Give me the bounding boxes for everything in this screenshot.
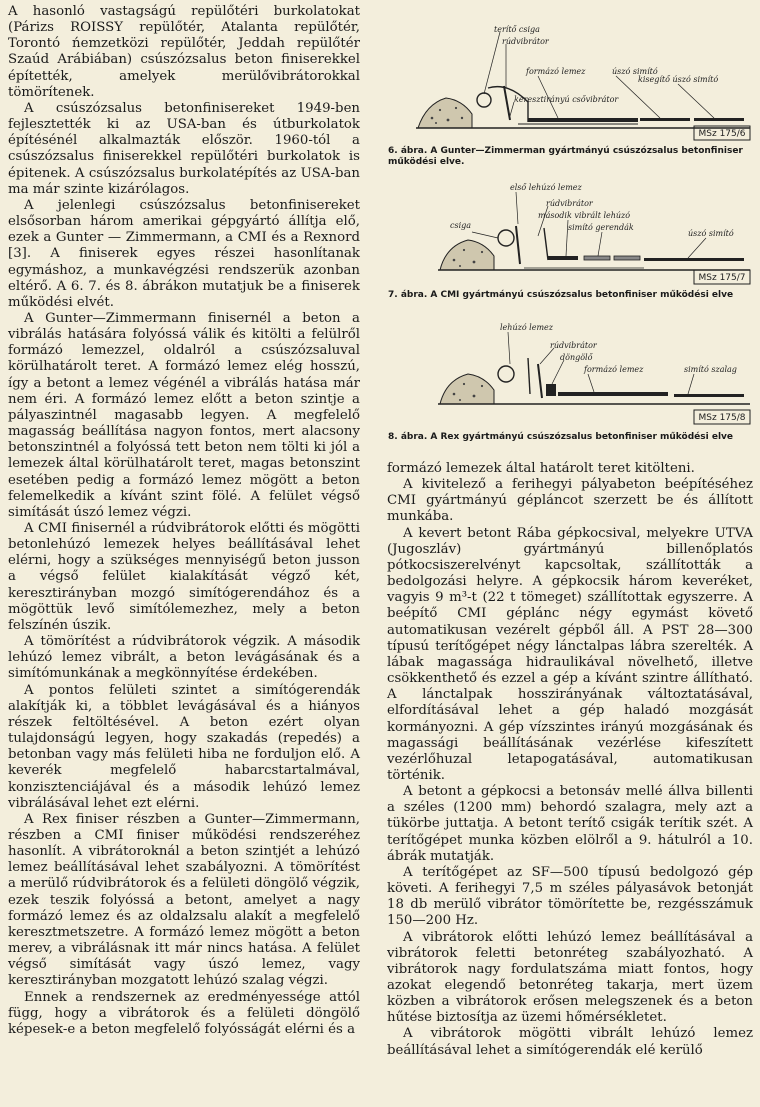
figure-7-label: simító gerendák xyxy=(568,223,634,232)
figure-7-diagram xyxy=(388,176,756,288)
figure-8-label: lehúzó lemez xyxy=(500,323,553,332)
paragraph: A Rex finiser részben a Gunter—Zimmermann, részben a CMI finiser működési rendszeréhez hasonlít. A vibrátoroknál a beton szintjét a lehúzó lemez beállításával lehet szabályozni. A tömörítést a merülő rúdvibrátorok és a felületi döngölő végzik, ezek teszik folyóssá a betont, amelyet a nagy formázó lemez és az oldalzsalu alakít a megfelelő keresztmetszetre. A formázó lemez mögött a beton merev, a vibrálásnak itt már nincs hatása. A felület végső simítását vagy úszó lemez, vagy keresztirányban mozgatott lehúzó szalag végzi. xyxy=(8,811,360,989)
paragraph: A vibrátorok előtti lehúzó lemez beállításával a vibrátorok feletti betonréteg szabályozható. A vibrátorok nagy fordulatszáma miatt fontos, hogy azokat elegendő betonréteg takarja, mert üzem közben a vibrátorok erősen melegszenek és a beton hűtése biztosítja az üzemi hőmérsékletet. xyxy=(387,929,753,1026)
figure-6-tag: MSz 175/6 xyxy=(698,129,746,139)
paragraph: A jelenlegi csúszózsalus betonfinisereket elsősorban három amerikai gépgyártó állítja elő, ezek a Gunter — Zimmermann, a CMI és a Rexnord [3]. A finiserek egyes részei hasonlítanak egymáshoz, a munkavégzési rendszerük azonban eltérő. A 6. 7. és 8. ábrákon mutatjuk be a finiserek működési elvét. xyxy=(8,197,360,310)
figure-8-caption: 8. ábra. A Rex gyártmányú csúszózsalus betonfiniser működési elve xyxy=(388,432,734,442)
figure-8-label: simító szalag xyxy=(684,365,737,374)
paragraph: formázó lemezek által határolt teret kitölteni. xyxy=(387,461,695,476)
left-column xyxy=(8,4,360,1038)
figure-8-diagram xyxy=(388,318,756,430)
paragraph: A tömörítést a rúdvibrátorok végzik. A második lehúzó lemez vibrált, a beton levágásának és a simítómunkának a megkönnyítése érdekében. xyxy=(8,634,360,682)
figure-7-label: úszó simító xyxy=(688,229,734,238)
figure-7-tag: MSz 175/7 xyxy=(698,273,746,283)
figure-8-label: formázó lemez xyxy=(584,365,644,374)
figure-6-label: rúdvibrátor xyxy=(502,37,549,46)
right-column xyxy=(387,461,753,1059)
paragraph: A kivitelező a ferihegyi pályabeton beépítéséhez CMI gyártmányú gépláncot szerzett be és állított munkába. xyxy=(387,477,753,525)
paragraph: A csúszózsalus betonfinisereket 1949-ben fejlesztették ki az USA-ban és útburkolatok építésénél alkalmazták először. 1960-tól a csúszózsalus finiserekkel repülőtéri burkolatok is épitenek. A csúszózsalus burkolatépítés az USA-ban ma már szinte kizárólagos. xyxy=(8,100,360,197)
paragraph: A pontos felületi szintet a simítógerendák alakítják ki, a többlet levágásával és a hiányos részek feltöltésével. A beton ezért olyan tulajdonságú legyen, hogy szakadás (repedés) a betonban vagy más felületi hiba ne forduljon elő. A keverék megfelelő habarcstartalmával, konzisztenciájával és a második lehúzó lemez vibrálásával lehet ezt elérni. xyxy=(8,682,360,811)
figure-7-caption: 7. ábra. A CMI gyártmányú csúszózsalus betonfiniser működési elve xyxy=(388,290,734,300)
figure-6 xyxy=(388,2,756,168)
figure-6-label: keresztirányú csővibrátor xyxy=(514,95,619,104)
paragraph: A terítőgépet az SF—500 típusú bedolgozó gép követi. A ferihegyi 7,5 m széles pályasávok betonját 18 db merülő vibrátor tömörítette be, rezgésszámuk 150—200 Hz. xyxy=(387,864,753,929)
figure-7-label: első lehúzó lemez xyxy=(510,183,582,192)
figure-8-label: rúdvibrátor xyxy=(550,341,597,350)
figure-7-label: csiga xyxy=(450,221,472,230)
figure-6-label: kisegítő úszó simító xyxy=(638,75,719,84)
figure-8-label: döngölő xyxy=(560,353,593,362)
paragraph: A betont a gépkocsi a betonsáv mellé állva billenti a széles (1200 mm) behordó szalagra, mely azt a tükörbe juttatja. A betont terítő csigák terítik szét. A terítőgépet munka közben elölről a 9. hátulról a 10. ábrák mutatják. xyxy=(387,784,753,864)
figure-6-diagram xyxy=(388,2,756,144)
figure-6-label: úszó simító xyxy=(612,67,658,76)
figure-7-label: második vibrált lehúzó xyxy=(538,211,631,220)
figure-6-caption: 6. ábra. A Gunter—Zimmerman gyártmányú csúszózsalus betonfiniser működési elve. xyxy=(388,146,743,167)
paragraph: A CMI finisernél a rúdvibrátorok előtti és mögötti betonlehúzó lemezek helyes beállításával lehet elérni, hogy a szükséges mennyiségű beton jusson a végső felület kialakítását végző két, keresztirányban mozgó simítógerendához és a mögöttük levő simítólemezhez, mely a beton felszínén úszik. xyxy=(8,521,360,633)
figure-6-label: terítő csiga xyxy=(494,25,540,34)
figure-7 xyxy=(388,176,756,301)
paragraph: Ennek a rendszernek az eredményessége attól függ, hogy a vibrátorok és a felületi döngölő képesek-e a beton megfelelő folyósságát elérni és a xyxy=(8,989,360,1037)
paragraph: A vibrátorok mögötti vibrált lehúzó lemez beállításával lehet a simítógerendák elé kerülő xyxy=(387,1026,753,1058)
figure-6-label: formázó lemez xyxy=(526,67,586,76)
figure-7-label: rúdvibrátor xyxy=(546,199,593,208)
paragraph: A kevert betont Rába gépkocsival, melyekre UTVA (Jugoszláv) gyártmányú billenőplatós pótkocsiszerelvényt kapcsoltak, szállították a bedolgozási helyre. A gépkocsik három keveréket, vagyis 9 m³-t (22 t tömeget) szállítottak egyszerre. A beépítő CMI géplánc négy egymást követő automatikusan vezérelt gépből áll. A PST 28—300 típusú terítőgépet négy lánctalpas lábra szerelték. A lábak magassága hidraulikával növelhető, illetve csökkenthető és ezzel a gép a kívánt szintre állítható. A lánctalpak hosszirányának változtatásával, elfordításával lehet a gép haladó mozgását kormányozni. A gép vízszintes irányú mozgásának és magassági beállításának vezérlése kifeszített vezérlőhuzal letapogatásával, automatikusan történik. xyxy=(387,525,753,783)
figure-8-tag: MSz 175/8 xyxy=(698,413,746,423)
paragraph: A Gunter—Zimmermann finisernél a beton a vibrálás hatására folyóssá válik és kitölti a felülről formázó lemezzel, oldalról a csúszózsaluval körülhatárolt teret. A formázó lemez elég hosszú, így a betont a lemez végénél a vibrálás hatása már nem éri. A formázó lemez előtt a beton szintje a pályaszintnél magasabb legyen. A megfelelő magasság beállítása nagyon fontos, mert alacsony betonszintnél a folyóssá tett beton nem tölti ki jól a lemezek által körülhatárolt teret, magas betonszint esetében pedig a formázó lemez mögött a beton felemelkedik a kívánt szint fölé. A felület végső simítását úszó lemez végzi. xyxy=(8,310,360,520)
figure-8 xyxy=(388,318,756,443)
paragraph: A hasonló vastagságú repülőtéri burkolatokat (Párizs ROISSY repülőtér, Atalanta repülőtér, Torontó ńemzetközi repülőtér, Jeddah repülőtér Szaúd Arábiában) csúszózsalus beton finiserekkel építették, amelyek merülővibrátorokkal tömörítenek. xyxy=(8,4,360,100)
